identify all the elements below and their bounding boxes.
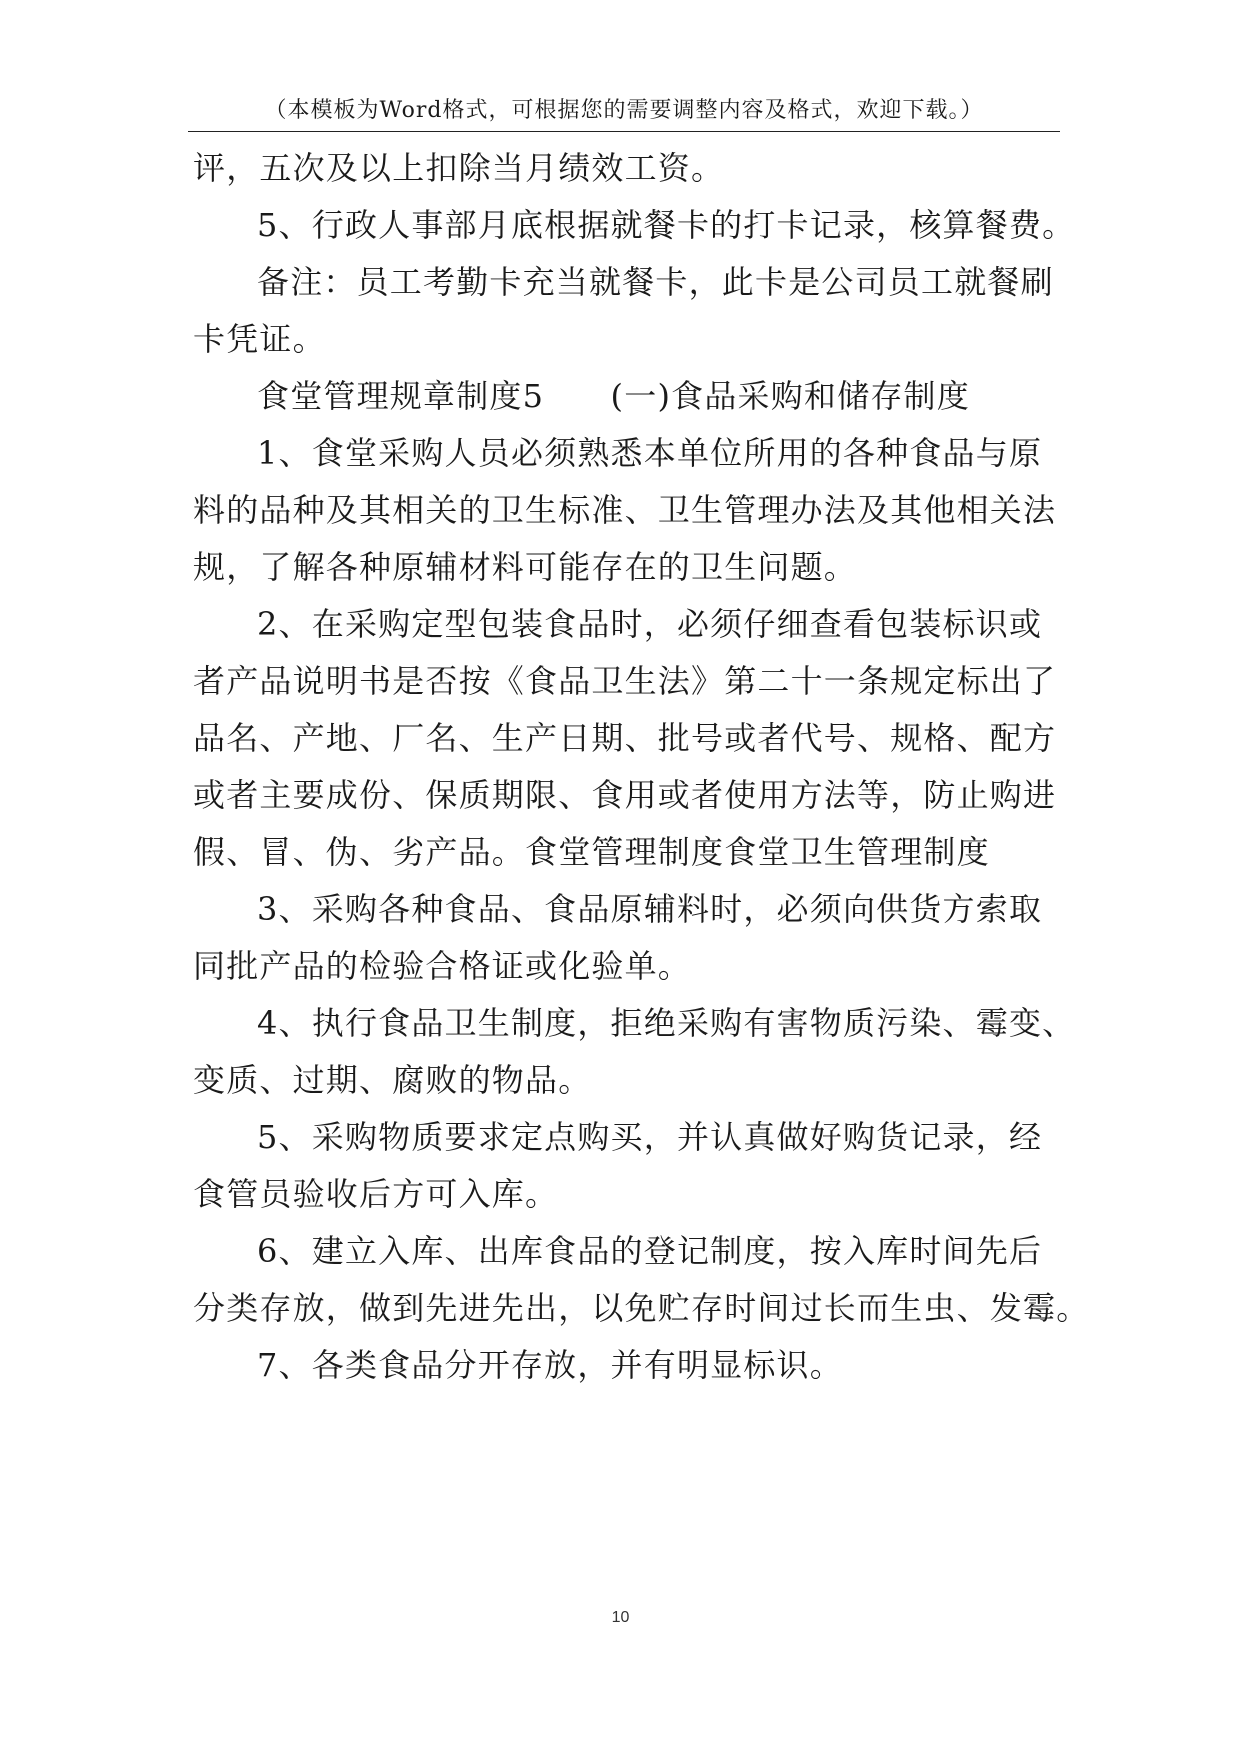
body-line: 备注：员工考勤卡充当就餐卡，此卡是公司员工就餐刷	[257, 263, 1054, 301]
body-line: 2、在采购定型包装食品时，必须仔细查看包装标识或	[257, 605, 1043, 643]
body-line: 3、采购各种食品、食品原辅料时，必须向供货方索取	[257, 890, 1043, 928]
body-line: 5、采购物质要求定点购买，并认真做好购货记录，经	[257, 1118, 1043, 1156]
body-line: 品名、产地、厂名、生产日期、批号或者代号、规格、配方	[193, 719, 1057, 757]
body-line: 1、食堂采购人员必须熟悉本单位所用的各种食品与原	[257, 434, 1043, 472]
body-line: 6、建立入库、出库食品的登记制度，按入库时间先后	[257, 1232, 1043, 1270]
body-line: 变质、过期、腐败的物品。	[193, 1061, 592, 1099]
page-number: 10	[611, 1609, 630, 1626]
body-line: 同批产品的检验合格证或化验单。	[193, 947, 692, 985]
body-line: 或者主要成份、保质期限、食用或者使用方法等，防止购进	[193, 776, 1057, 814]
body-line: 卡凭证。	[193, 320, 326, 358]
body-line: 者产品说明书是否按《食品卫生法》第二十一条规定标出了	[193, 662, 1057, 700]
header-divider	[188, 131, 1060, 132]
template-header-note: （本模板为Word格式，可根据您的需要调整内容及格式，欢迎下载。）	[264, 98, 984, 123]
body-line: 假、冒、伪、劣产品。食堂管理制度食堂卫生管理制度	[193, 833, 990, 871]
body-line: 分类存放，做到先进先出，以免贮存时间过长而生虫、发霉。	[193, 1289, 1090, 1327]
body-line: 评，五次及以上扣除当月绩效工资。	[193, 149, 725, 187]
body-line: 食管员验收后方可入库。	[193, 1175, 559, 1213]
section-heading: 食堂管理规章制度5 (一)食品采购和储存制度	[257, 377, 970, 415]
body-line: 7、各类食品分开存放，并有明显标识。	[257, 1346, 843, 1384]
body-line: 料的品种及其相关的卫生标准、卫生管理办法及其他相关法	[193, 491, 1057, 529]
body-line: 规，了解各种原辅材料可能存在的卫生问题。	[193, 548, 858, 586]
body-line: 5、行政人事部月底根据就餐卡的打卡记录，核算餐费。	[257, 206, 1076, 244]
body-line: 4、执行食品卫生制度，拒绝采购有害物质污染、霉变、	[257, 1004, 1076, 1042]
